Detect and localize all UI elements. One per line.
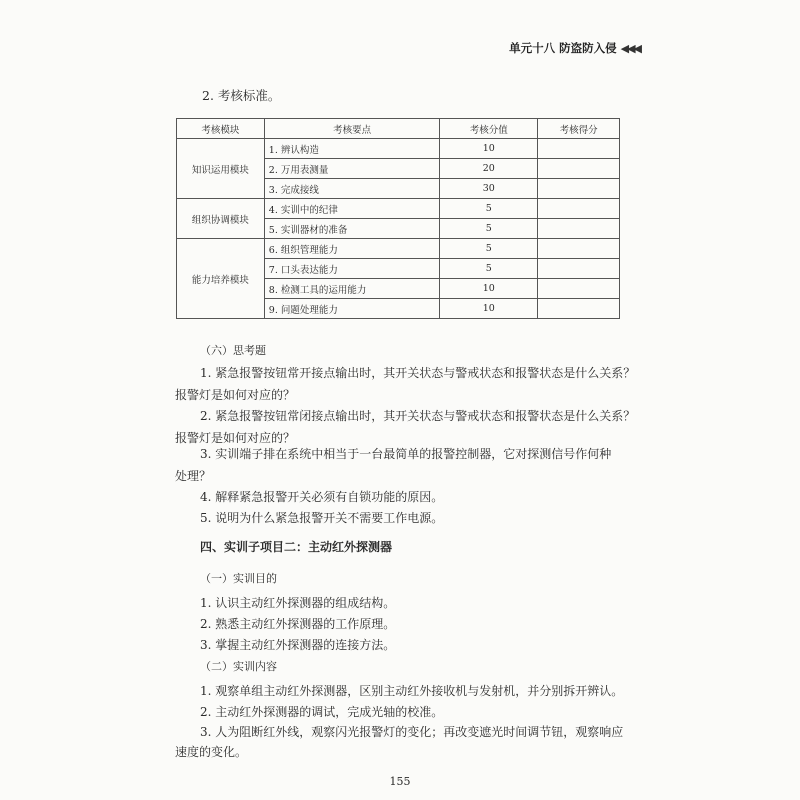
aim-1: 1. 认识主动红外探测器的组成结构。 [200,596,396,610]
content-1: 1. 观察单组主动红外探测器，区别主动红外接收机与发射机，并分别拆开辨认。 [200,684,624,698]
content-2: 2. 主动红外探测器的调试，完成光轴的校准。 [200,705,444,719]
point-cell: 7. 口头表达能力 [264,259,440,279]
aim-3: 3. 掌握主动红外探测器的连接方法。 [200,638,396,652]
point-cell: 8. 检测工具的运用能力 [264,279,440,299]
question-3b: 处理？ [175,469,212,483]
aim-title: （一）实训目的 [200,572,277,585]
question-1a: 1. 紧急报警按钮常开接点输出时，其开关状态与警戒状态和报警状态是什么关系？ [200,366,636,380]
assessment-table [176,118,620,319]
point-cell: 3. 完成接线 [264,179,440,199]
module-cell: 能力培养模块 [177,239,265,319]
header-point: 考核要点 [264,119,440,139]
module-cell: 知识运用模块 [177,139,265,199]
score-cell: 5 [440,219,538,239]
header-module: 考核模块 [177,119,265,139]
table-row [177,239,620,259]
module-cell: 组织协调模块 [177,199,265,239]
score-cell: 5 [440,259,538,279]
question-5: 5. 说明为什么紧急报警开关不需要工作电源。 [200,511,444,525]
arrows-icon: ◀◀◀ [620,41,640,55]
score-cell: 5 [440,239,538,259]
content-3b: 速度的变化。 [175,745,248,759]
point-cell: 6. 组织管理能力 [264,239,440,259]
question-4: 4. 解释紧急报警开关必须有自锁功能的原因。 [200,490,444,504]
score-cell: 30 [440,179,538,199]
table-row [177,139,620,159]
got-cell [538,219,620,239]
page-number: 155 [389,775,411,788]
running-header [509,40,640,56]
score-cell: 10 [440,139,538,159]
point-cell: 9. 问题处理能力 [264,299,440,319]
score-cell: 10 [440,279,538,299]
got-cell [538,199,620,219]
got-cell [538,159,620,179]
section-title: 2. 考核标准。 [202,88,281,103]
question-2b: 报警灯是如何对应的？ [175,431,296,445]
got-cell [538,299,620,319]
content-3a: 3. 人为阻断红外线，观察闪光报警灯的变化；再改变遮光时间调节钮，观察响应 [200,725,624,739]
chapter-title: 单元十八 防盗防入侵 [509,41,617,55]
question-3a: 3. 实训端子排在系统中相当于一台最简单的报警控制器，它对探测信号作何种 [200,447,612,461]
point-cell: 2. 万用表测量 [264,159,440,179]
point-cell: 5. 实训器材的准备 [264,219,440,239]
content-title: （二）实训内容 [200,660,277,673]
score-cell: 10 [440,299,538,319]
project-heading: 四、实训子项目二：主动红外探测器 [200,540,393,554]
score-cell: 20 [440,159,538,179]
question-2a: 2. 紧急报警按钮常闭接点输出时，其开关状态与警戒状态和报警状态是什么关系？ [200,409,636,423]
think-title: （六）思考题 [200,344,266,357]
got-cell [538,239,620,259]
got-cell [538,179,620,199]
got-cell [538,139,620,159]
point-cell: 4. 实训中的纪律 [264,199,440,219]
aim-2: 2. 熟悉主动红外探测器的工作原理。 [200,617,396,631]
point-cell: 1. 辨认构造 [264,139,440,159]
score-cell: 5 [440,199,538,219]
got-cell [538,279,620,299]
header-got: 考核得分 [538,119,620,139]
header-score: 考核分值 [440,119,538,139]
question-1b: 报警灯是如何对应的？ [175,388,296,402]
got-cell [538,259,620,279]
table-row [177,199,620,219]
table-header-row [177,119,620,139]
